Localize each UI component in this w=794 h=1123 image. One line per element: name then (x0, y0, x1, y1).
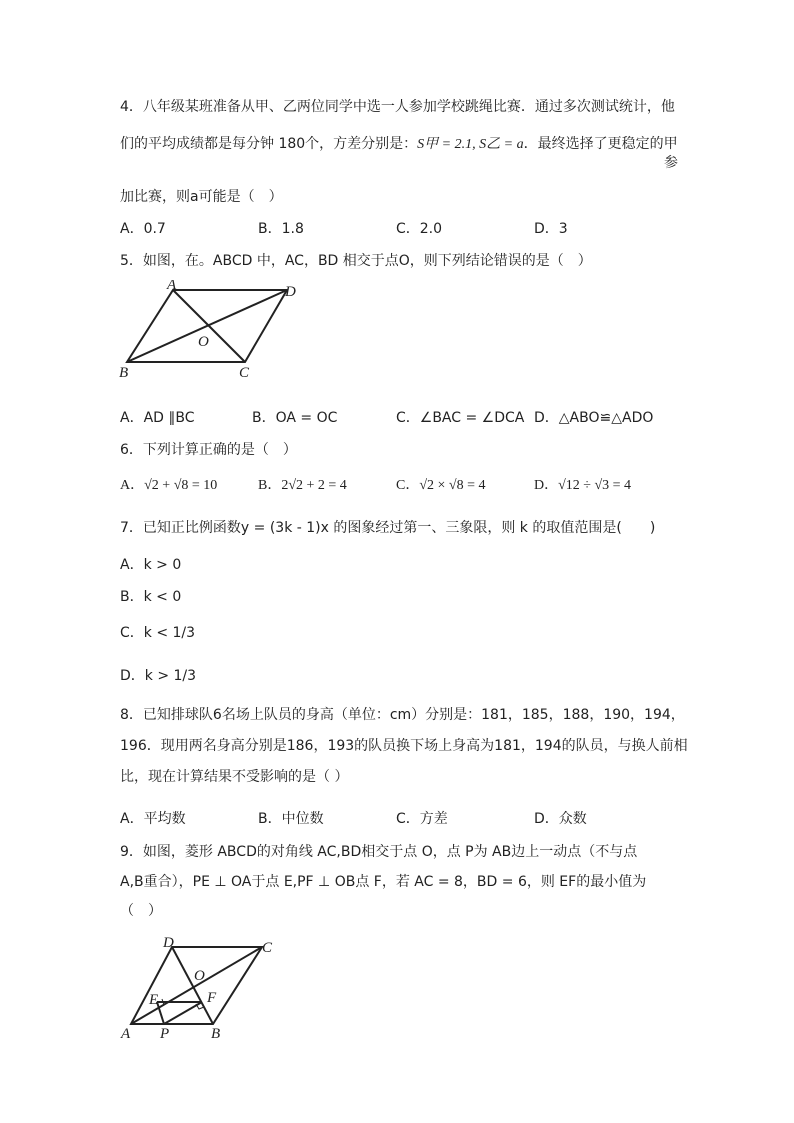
q5-label-b: B (119, 365, 129, 380)
q9-label-b: B (211, 1026, 221, 1042)
q8-option-d[interactable]: D．众数 (534, 811, 587, 827)
q5-parallelogram-figure (115, 280, 315, 380)
q9-line3: （ ） (120, 903, 162, 919)
q5-label-c: C (239, 365, 250, 380)
q4-option-a[interactable]: A．0.7 (120, 221, 166, 237)
q4-line2 (120, 133, 678, 153)
q9-line1: 9．如图，菱形 ABCD的对角线 AC,BD相交于点 O，点 P为 AB边上一动点（不与点 (120, 844, 638, 860)
q9-line2: A,B重合），PE ⊥ OA于点 E,PF ⊥ OB点 F，若 AC = 8，BD = 6，则 EF的最小值为 (120, 874, 647, 890)
q4-option-b[interactable]: B．1.8 (258, 221, 304, 237)
q9-label-o: O (194, 968, 205, 984)
q4-option-d[interactable]: D．3 (534, 221, 568, 237)
q5-option-b[interactable]: B．OA = OC (252, 410, 338, 426)
q8-option-b[interactable]: B．中位数 (258, 811, 324, 827)
q6-option-c[interactable]: C．√2 × √8 = 4 (396, 478, 486, 493)
q7-option-b[interactable]: B．k < 0 (120, 589, 182, 605)
q7-option-d[interactable]: D．k > 1/3 (120, 668, 197, 684)
q9-label-f: F (207, 990, 217, 1006)
q5-option-d[interactable]: D．△ABO≌△ADO (534, 410, 654, 426)
q5-stem: 5．如图，在。ABCD 中，AC，BD 相交于点O，则下列结论错误的是（ ） (120, 253, 592, 269)
q5-label-o: O (198, 334, 209, 350)
q8-option-a[interactable]: A．平均数 (120, 811, 186, 827)
q6-option-d[interactable]: D．√12 ÷ √3 = 4 (534, 478, 632, 493)
q8-line1: 8．已知排球队6名场上队员的身高（单位：cm）分别是：181，185，188，190，194， (120, 707, 685, 723)
q9-label-c: C (262, 940, 273, 956)
q7-option-a[interactable]: A．k > 0 (120, 557, 182, 573)
q7-option-c[interactable]: C．k < 1/3 (120, 625, 196, 641)
q4-line2-text: 们的平均成绩都是每分钟 180个，方差分别是： (120, 136, 418, 152)
q9-rhombus-figure (115, 932, 290, 1044)
q8-line3: 比，现在计算结果不受影响的是（ ） (120, 769, 349, 785)
q9-label-p: P (160, 1026, 170, 1042)
q4-line3: 参 (664, 155, 678, 171)
q5-option-a[interactable]: A．AD ∥BC (120, 410, 195, 426)
q5-label-a: A (167, 280, 177, 293)
q8-option-c[interactable]: C．方差 (396, 811, 448, 827)
q4-variance-formula: S甲 = 2.1, S乙 = a (417, 137, 524, 152)
q4-option-c[interactable]: C．2.0 (396, 221, 443, 237)
q6-option-a[interactable]: A．√2 + √8 = 10 (120, 478, 218, 493)
q5-label-d: D (285, 284, 296, 300)
q6-option-b[interactable]: B．2√2 + 2 = 4 (258, 478, 347, 493)
q5-option-c[interactable]: C．∠BAC = ∠DCA (396, 410, 525, 426)
q8-line2: 196．现用两名身高分别是186，193的队员换下场上身高为181，194的队员，与换人前相 (120, 738, 688, 754)
q4-line4: 加比赛，则a可能是（ ） (120, 189, 283, 205)
q4-line2-tail: ．最终选择了更稳定的甲 (523, 136, 678, 152)
q7-stem: 7．已知正比例函数y = (3k - 1)x 的图象经过第一、三象限，则 k 的取值范围是( ) (120, 520, 656, 536)
q9-label-e: E (149, 992, 159, 1008)
q9-label-d: D (163, 935, 174, 951)
q9-label-a: A (121, 1026, 131, 1042)
q4-line1: 4．八年级某班准备从甲、乙两位同学中选一人参加学校跳绳比赛．通过多次测试统计，他 (120, 99, 675, 115)
q6-stem: 6．下列计算正确的是（ ） (120, 442, 297, 458)
